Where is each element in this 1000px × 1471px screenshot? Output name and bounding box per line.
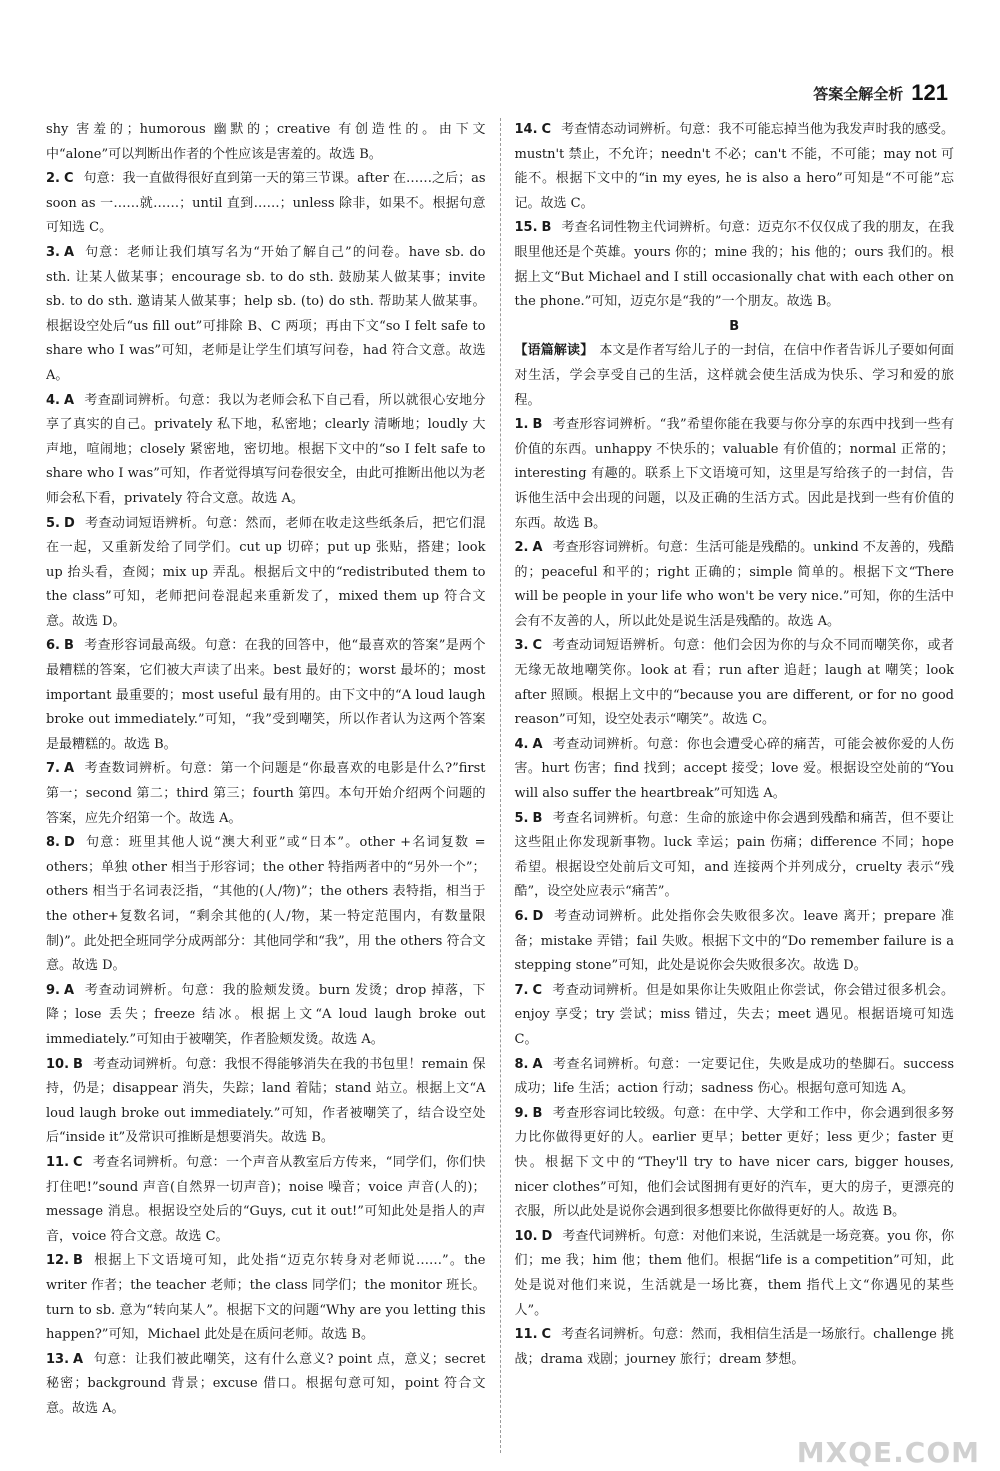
item-answer: B xyxy=(73,1056,83,1072)
item-explanation: 考查名词辨析。句意：一个声音从教室后方传来，“同学们，你们快打住吧!”sound 声音(自然界一切声音)；noise 噪音；voice 声音(人的)；message 消息。根据设空处后的“Guys, cut it out!”可知此处是指人的声音，voice 符合文意。故选 C。 xyxy=(46,1154,486,1244)
item-number: 7. xyxy=(46,761,60,777)
item-explanation: 考查名词辨析。句意：一定要记住，失败是成功的垫脚石。success 成功；life 生活；action 行动；sadness 伤心。根据句意可知选 A。 xyxy=(514,1056,954,1097)
answer-item xyxy=(515,118,955,216)
item-number: 15. xyxy=(514,220,538,236)
item-explanation: 考查名词性物主代词辨析。句意：迈克尔不仅仅成了我的朋友，在我眼里他还是个英雄。yours 你的；mine 我的；his 他的；ours 我们的。根据上文“But Michael and I still occasionally chat with each other on the phone.”可知，迈克尔是“我的”一个朋友。故选 B。 xyxy=(514,220,954,310)
item-explanation: 考查动词辨析。此处指你会失败很多次。leave 离开；prepare 准备；mistake 弄错；fail 失败。根据下文中的“Do remember failure is a stepping stone”可知，此处是说你会失败很多次。故选 D。 xyxy=(514,909,954,974)
answer-item xyxy=(515,1102,955,1225)
page-header xyxy=(813,80,948,106)
item-explanation: 考查名词辨析。句意：然而，我相信生活是一场旅行。challenge 挑战；drama 戏剧；journey 旅行；dream 梦想。 xyxy=(514,1327,954,1367)
item-number: 5. xyxy=(46,515,60,531)
item-answer: B xyxy=(63,638,74,654)
answer-item xyxy=(46,634,486,757)
answer-item xyxy=(515,536,955,634)
item-number: 9. xyxy=(514,1105,529,1121)
item-answer: A xyxy=(532,1056,543,1072)
answer-item xyxy=(46,757,486,831)
item-number: 3. xyxy=(514,638,529,654)
item-answer: A xyxy=(63,761,75,777)
item-number: 11. xyxy=(514,1327,538,1343)
page-number: 121 xyxy=(911,80,948,105)
item-answer: B xyxy=(532,810,543,826)
item-explanation: 考查情态动词辨析。句意：我不可能忘掉当他为我发声时我的感受。mustn't 禁止，不允许；needn't 不必；can't 不能，不可能；may not 可能不。根据下文中的“in my eyes, he is also a hero”可知是“不可能”忘记。故选 C。 xyxy=(514,122,954,211)
item-answer: B xyxy=(541,220,552,236)
item-number: 11. xyxy=(46,1154,70,1170)
answer-item xyxy=(46,1249,486,1347)
item-answer: A xyxy=(63,982,75,998)
item-explanation: 句意：我一直做得很好直到第一天的第三节课。after 在……之后；as soon as 一……就……；until 直到……；unless 除非，如果不。根据句意可知选 C。 xyxy=(46,171,486,236)
section-b-label: B xyxy=(729,318,740,334)
item-answer: A xyxy=(63,244,75,260)
item-answer: B xyxy=(532,417,543,433)
item-number: 4. xyxy=(46,392,60,408)
item-number: 8. xyxy=(514,1056,529,1072)
item-answer: A xyxy=(532,736,543,752)
item-answer: C xyxy=(541,122,552,137)
item-number: 7. xyxy=(514,982,529,998)
section-b-intro xyxy=(515,339,955,413)
answer-item xyxy=(46,118,486,167)
item-number: 3. xyxy=(46,244,60,260)
answer-item xyxy=(515,979,955,1053)
right-column-part-a xyxy=(515,118,955,315)
left-column xyxy=(46,118,500,1453)
answer-item xyxy=(46,831,486,979)
item-number: 14. xyxy=(514,122,538,137)
item-number: 4. xyxy=(514,736,529,752)
item-answer: C xyxy=(532,638,543,654)
item-explanation: 考查动词短语辨析。句意：他们会因为你的与众不同而嘲笑你，或者无缘无故地嘲笑你。look at 看；run after 追赶；laugh at 嘲笑；look after 照顾。根据上文中的“because you are different, or for no good reason”可知，设空处表示“嘲笑”。故选 C。 xyxy=(514,638,954,728)
answer-item xyxy=(515,905,955,979)
item-explanation: 考查动词辨析。但是如果你让失败阻止你尝试，你会错过很多机会。enjoy 享受；try 尝试；miss 错过，失去；meet 遇见。根据语境可知选 C。 xyxy=(514,982,954,1047)
item-answer: C xyxy=(73,1154,83,1170)
right-column-part-b xyxy=(515,413,955,1372)
item-number: 2. xyxy=(46,171,60,187)
item-number: 5. xyxy=(514,810,529,826)
answer-item xyxy=(46,167,486,241)
item-number: 10. xyxy=(514,1228,538,1244)
item-answer: B xyxy=(532,1105,543,1121)
item-explanation: 句意：让我们被此嘲笑，这有什么意义? point 点，意义；secret 秘密；background 背景；excuse 借口。根据句意可知，point 符合文意。故选 A。 xyxy=(46,1351,486,1416)
item-answer: A xyxy=(63,392,75,408)
right-column xyxy=(500,118,955,1453)
item-explanation: 考查动词辨析。句意：我恨不得能够消失在我的书包里！remain 保持，仍是；disappear 消失，失踪；land 着陆；stand 站立。根据上文“A loud laugh broke out immediately.”可知，作者被嘲笑了，结合设空处后“inside it”及常识可推断是想要消失。故选 B。 xyxy=(46,1056,486,1146)
answer-item xyxy=(515,216,955,314)
item-explanation: 考查动词辨析。句意：你也会遭受心碎的痛苦，可能会被你爱的人伤害。hurt 伤害；find 找到；accept 接受；love 爱。根据设空处前的“You will also suffer the heartbreak”可知选 A。 xyxy=(514,736,954,802)
item-answer: C xyxy=(541,1327,552,1343)
answer-item xyxy=(46,979,486,1053)
answer-item xyxy=(515,634,955,732)
answer-item xyxy=(46,389,486,512)
item-answer: C xyxy=(532,982,543,998)
item-explanation: 考查动词辨析。句意：我的脸颊发烫。burn 发烫；drop 掉落，下降；lose 丢失；freeze 结冰。根据上文“A loud laugh broke out immediately.”可知由于被嘲笑，作者脸颊发烫。故选 A。 xyxy=(46,982,486,1047)
item-explanation: 考查数词辨析。句意：第一个问题是“你最喜欢的电影是什么?”first 第一；second 第二；third 第三；fourth 第四。本句开始介绍两个问题的答案，应先介绍第一个。故选 A。 xyxy=(46,761,486,826)
item-answer: D xyxy=(541,1228,553,1244)
item-explanation: 考查动词短语辨析。句意：然而，老师在收走这些纸条后，把它们混在一起，又重新发给了同学们。cut up 切碎；put up 张贴，搭建；look up 抬头看，查阅；mix up 弄乱。根据后文中的“redistributed them to the class”可知，老师把问卷混起来重新发了，mixed them up 符合文意。故选 D。 xyxy=(46,515,486,629)
item-explanation: 考查代词辨析。句意：对他们来说，生活就是一场竞赛。you 你，你们；me 我；him 他；them 他们。根据“life is a competition”可知，此处是说对他们来说，生活就是一场比赛，them 指代上文“你遇见的某些人”。 xyxy=(514,1228,954,1318)
answer-item xyxy=(515,1053,955,1102)
item-number: 6. xyxy=(46,638,60,654)
header-title: 答案全解全析 xyxy=(813,84,904,103)
item-explanation: 考查形容词最高级。句意：在我的回答中，他“最喜欢的答案”是两个最糟糕的答案，它们被大声读了出来。best 最好的；worst 最坏的；most important 最重要的；most useful 最有用的。由下文中的“A loud laugh broke out immediately.”可知，“我”受到嘲笑，所以作者认为这两个答案是最糟糕的。故选 B。 xyxy=(46,638,486,752)
answer-item xyxy=(46,1053,486,1151)
item-number: 2. xyxy=(514,540,529,556)
item-answer: D xyxy=(63,515,75,531)
item-explanation: 句意：老师让我们填写名为“开始了解自己”的问卷。have sb. do sth. 让某人做某事；encourage sb. to do sth. 鼓励某人做某事；invite sb. to do sth. 邀请某人做某事；help sb. (to) do sth. 帮助某人做某事。根据设空处后“us fill out”可排除 B、C 两项；再由下文“so I felt safe to share who I was”可知，老师是让学生们填写问卷，had 符合文意。故选 A。 xyxy=(46,244,486,383)
item-number: 6. xyxy=(514,909,529,924)
item-answer: D xyxy=(532,909,544,924)
answer-item xyxy=(46,241,486,389)
item-answer: A xyxy=(73,1351,84,1367)
item-explanation: 句意：班里其他人说“澳大利亚”或“日本”。other +名词复数 = others；单独 other 相当于形容词；the other 特指两者中的“另外一个”；others 相当于名词表泛指，“其他的(人/物)”；the others 表特指，相当于 the other+复数名词，“剩余其他的(人/物，某一特定范围内，有数量限制)”。此处把全班同学分成两部分：其他同学和“我”，用 the others 符合文意。故选 D。 xyxy=(46,835,486,974)
item-explanation: 考查名词辨析。句意：生命的旅途中你会遇到残酷和痛苦，但不要让这些阻止你发现新事物。luck 幸运；pain 伤痛；difference 不同；hope 希望。根据设空处前后文可知，and 连接两个并列成分，cruelty 表示“残酷”，设空处应表示“痛苦”。 xyxy=(514,810,954,900)
answer-item xyxy=(46,512,486,635)
answer-item xyxy=(515,1225,955,1323)
item-answer: A xyxy=(532,540,543,556)
answer-item xyxy=(46,1348,486,1422)
item-number: 13. xyxy=(46,1351,70,1367)
intro-text: 本文是作者写给儿子的一封信，在信中作者告诉儿子要如何面对生活，学会享受自己的生活，这样就会使生活成为快乐、学习和爱的旅程。 xyxy=(514,343,954,408)
answer-item xyxy=(515,1323,955,1372)
item-number: 9. xyxy=(46,982,60,998)
item-answer: D xyxy=(63,835,75,851)
answer-item xyxy=(515,413,955,536)
answer-item xyxy=(46,1151,486,1249)
item-explanation: 考查形容词辨析。句意：生活可能是残酷的。unkind 不友善的，残酷的；peaceful 和平的；right 正确的；simple 简单的。根据下文“There will be people in your life who won't be very nice.”可知，你的生活中会有不友善的人，所以此处是说生活是残酷的。故选 A。 xyxy=(514,540,954,629)
item-answer: C xyxy=(63,171,74,187)
intro-tag: 【语篇解读】 xyxy=(514,343,594,359)
item-number: 12. xyxy=(46,1253,70,1269)
item-explanation: 考查形容词辨析。“我”希望你能在我要与你分享的东西中找到一些有价值的东西。unhappy 不快乐的；valuable 有价值的；normal 正常的；interesting 有趣的。联系上下文语境可知，这里是写给孩子的一封信，告诉他生活中会出现的问题，以及正确的生活方式。因此是找到一些有价值的东西。故选 B。 xyxy=(514,417,954,531)
item-explanation: 考查形容词比较级。句意：在中学、大学和工作中，你会遇到很多努力比你做得更好的人。earlier 更早；better 更好；less 更少；faster 更快。根据下文中的“They'll try to have nicer cars, bigger houses, nicer clothes”可知，他们会试图拥有更好的汽车，更大的房子，更漂亮的衣服，所以此处是说你会遇到很多想要比你做得更好的人。故选 B。 xyxy=(514,1105,954,1220)
watermark: MXQE.COM xyxy=(796,1436,980,1469)
item-number: 8. xyxy=(46,835,60,851)
item-explanation: shy 害羞的；humorous 幽默的；creative 有创造性的。由下文中“alone”可以判断出作者的个性应该是害羞的。故选 B。 xyxy=(46,122,486,162)
item-number: 1. xyxy=(514,417,529,433)
content-columns xyxy=(46,118,954,1453)
answer-item xyxy=(515,807,955,905)
answer-item xyxy=(515,733,955,807)
item-explanation: 考查副词辨析。句意：我以为老师会私下自己看，所以就很心安地分享了真实的自己。privately 私下地，私密地；clearly 清晰地；loudly 大声地，喧闹地；closely 紧密地，密切地。根据下文中的“so I felt safe to share who I was”可知，作者觉得填写问卷很安全，由此可推断出他以为老师会私下看，privately 符合文意。故选 A。 xyxy=(46,392,486,506)
item-explanation: 根据上下文语境可知，此处指“迈克尔转身对老师说……”。the writer 作者；the teacher 老师；the class 同学们；the monitor 班长。turn to sb. 意为“转向某人”。根据下文的问题“Why are you letting this happen?”可知，Michael 此处是在质问老师。故选 B。 xyxy=(46,1253,486,1343)
item-number: 10. xyxy=(46,1056,70,1072)
item-answer: B xyxy=(73,1253,83,1269)
